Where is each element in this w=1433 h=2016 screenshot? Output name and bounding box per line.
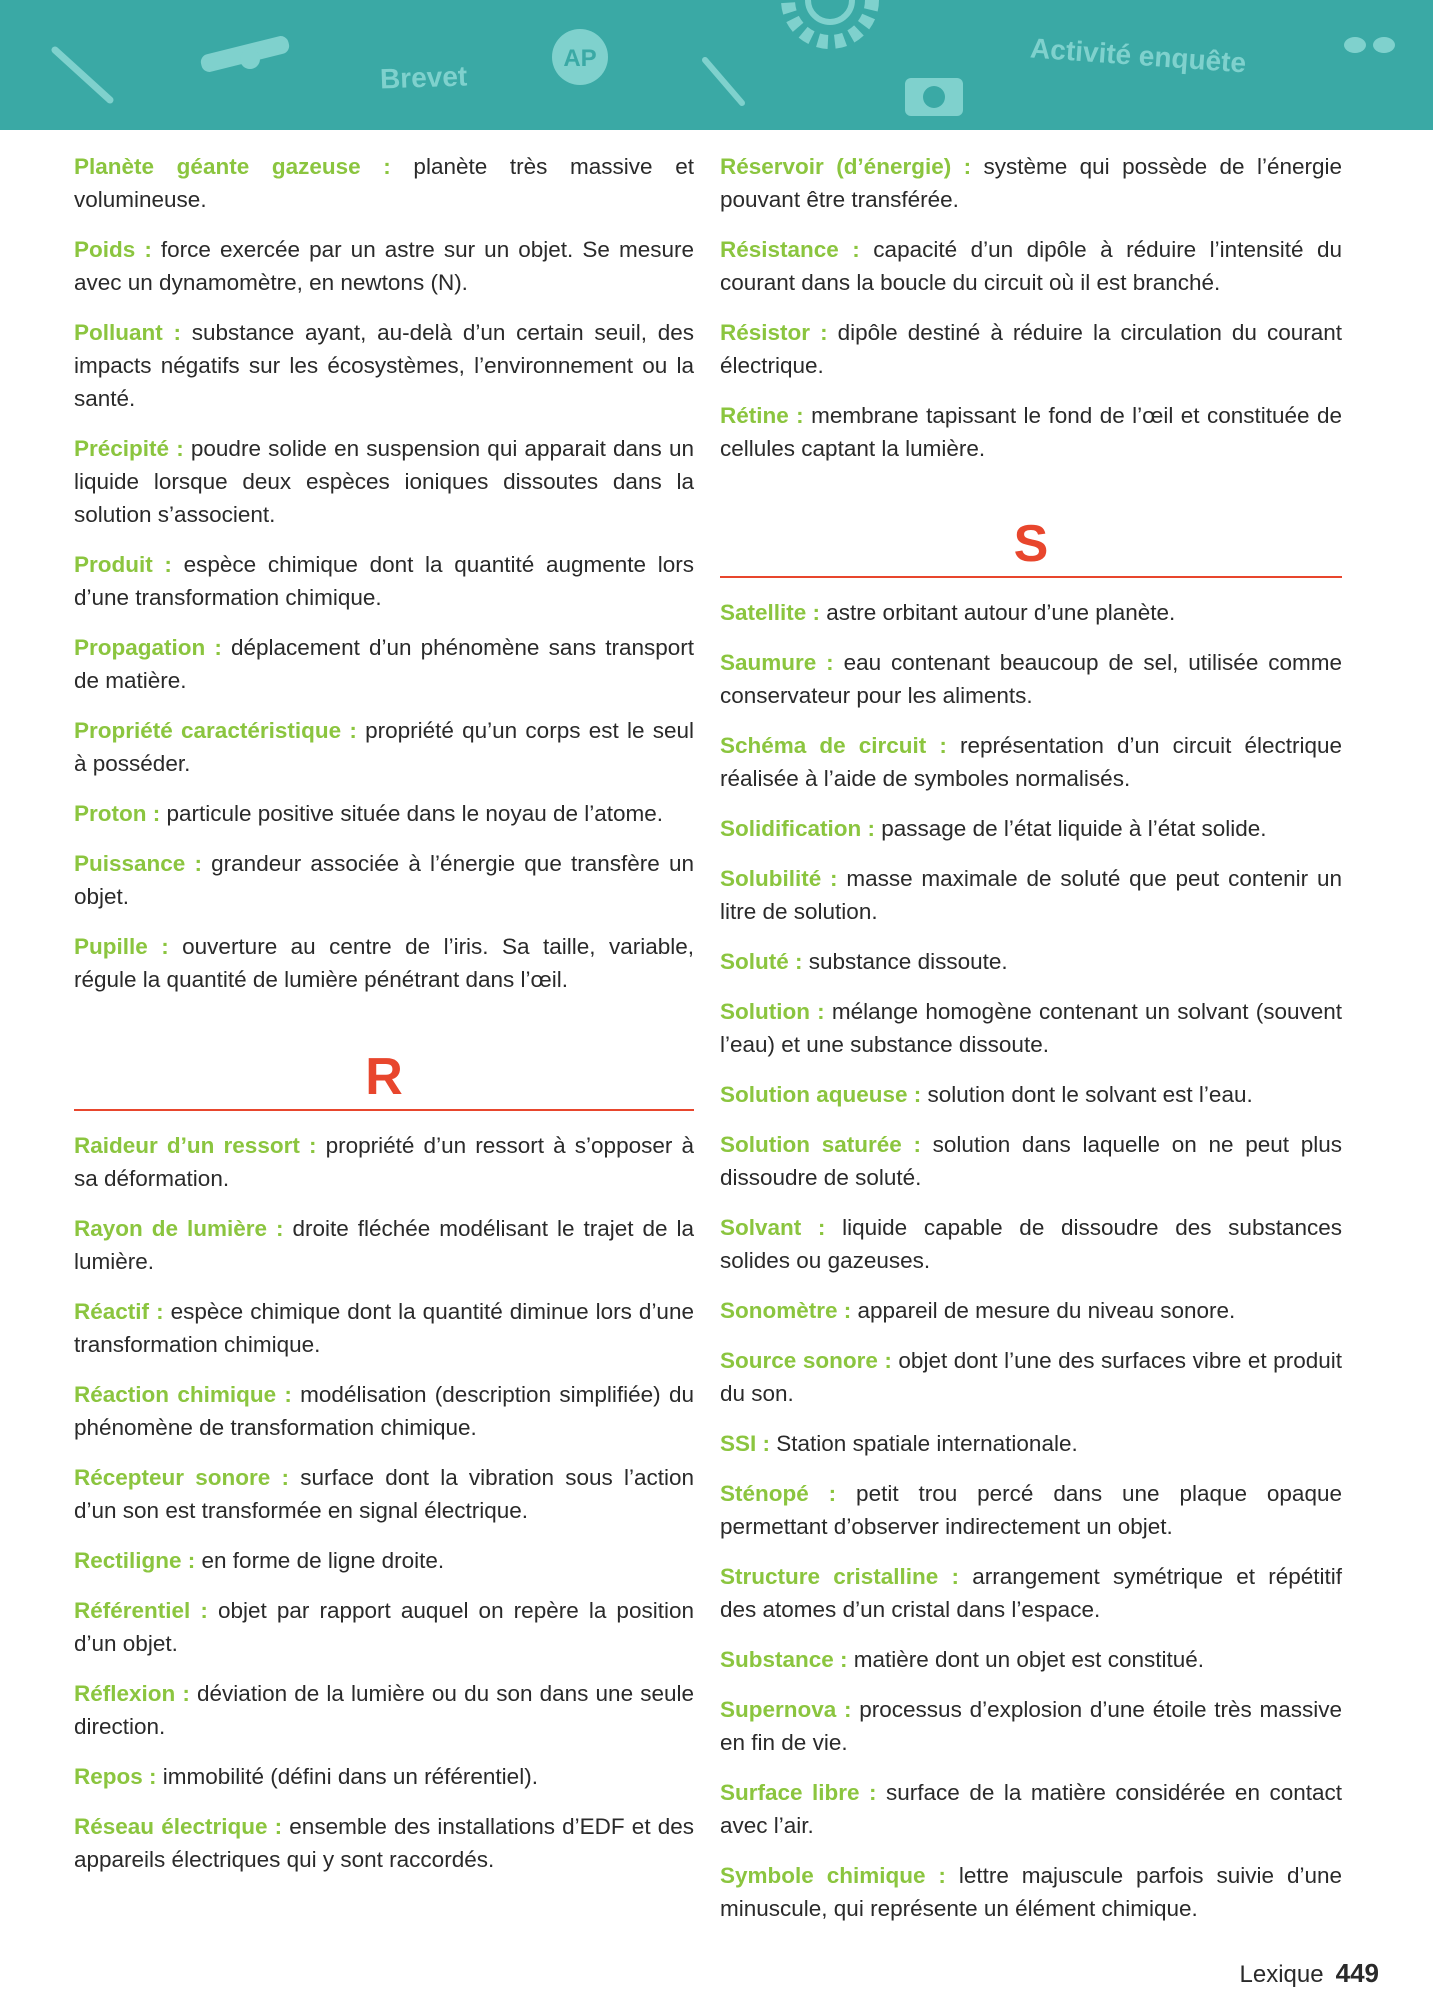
glossary-term: Réservoir (d’énergie) : (720, 154, 972, 179)
glossary-term: Planète géante gazeuse : (74, 154, 391, 179)
glossary-term: Solubilité : (720, 866, 838, 891)
glossary-entry (74, 1212, 694, 1278)
glossary-definition: poudre solide en suspension qui apparait dans un liquide lorsque deux espèces ioniques dissoutes dans la solution s’associent. (74, 436, 694, 527)
glossary-definition: objet dont l’une des surfaces vibre et produit du son. (720, 1348, 1342, 1406)
glossary-definition: substance ayant, au-delà d’un certain seuil, des impacts négatifs sur les écosystèmes, l’environnement ou la santé. (74, 320, 694, 411)
glossary-term: Schéma de circuit : (720, 733, 947, 758)
glossary-term: Satellite : (720, 600, 821, 625)
glossary-entry (720, 316, 1342, 382)
glossary-definition: solution dont le solvant est l’eau. (921, 1082, 1253, 1107)
diploma-icon (190, 25, 310, 85)
glossary-entry (720, 596, 1342, 629)
glossary-definition: espèce chimique dont la quantité diminue lors d’une transformation chimique. (74, 1299, 694, 1357)
glossary-entry (74, 847, 694, 913)
glossary-term: Rectiligne : (74, 1548, 196, 1573)
glossary-definition: propriété qu’un corps est le seul à posséder. (74, 718, 694, 776)
glossary-entry (74, 1594, 694, 1660)
glossary-term: Symbole chimique : (720, 1863, 946, 1888)
page-footer (1240, 1958, 1379, 1989)
glossary-term: Repos : (74, 1764, 157, 1789)
glossary-definition: propriété d’un ressort à s’opposer à sa déformation. (74, 1133, 694, 1191)
glossary-definition: eau contenant beaucoup de sel, utilisée comme conservateur pour les aliments. (720, 650, 1342, 708)
glossary-entry (74, 1810, 694, 1876)
glossary-term: Réflexion : (74, 1681, 190, 1706)
glossary-definition: planète très massive et volumineuse. (74, 154, 694, 212)
glossary-definition: en forme de ligne droite. (195, 1548, 445, 1573)
glossary-definition: Station spatiale internationale. (770, 1431, 1078, 1456)
glossary-entry (74, 150, 694, 216)
glossary-entry (720, 1427, 1342, 1460)
glossary-entry (74, 432, 694, 531)
glossary-term: Soluté : (720, 949, 803, 974)
glossary-entry (74, 1677, 694, 1743)
glossary-entry (720, 1560, 1342, 1626)
glossary-term: Produit : (74, 552, 172, 577)
glossary-entry (74, 930, 694, 996)
glossary-term: Rayon de lumière : (74, 1216, 284, 1241)
glossary-definition: modélisation (description simplifiée) du phénomène de transformation chimique. (74, 1382, 694, 1440)
glossary-entry (720, 233, 1342, 299)
glossary-definition: grandeur associée à l’énergie que transfère un objet. (74, 851, 694, 909)
glossary-term: Sténopé : (720, 1481, 837, 1506)
glossary-entry (74, 1129, 694, 1195)
glossary-definition: astre orbitant autour d’une planète. (820, 600, 1176, 625)
glossary-entry (720, 1128, 1342, 1194)
glossary-entry (74, 548, 694, 614)
glossary-entry (720, 812, 1342, 845)
glossary-entry (74, 631, 694, 697)
ap-badge-label: AP (563, 45, 597, 72)
glossary-definition: ensemble des installations d’EDF et des appareils électriques qui y sont raccordés. (74, 1814, 694, 1872)
glossary-entry (74, 797, 694, 830)
glossary-term: Propagation : (74, 635, 222, 660)
footer-label: Lexique (1239, 1961, 1324, 1988)
glossary-entry (720, 729, 1342, 795)
letter-heading-r: R (74, 1047, 694, 1111)
glossary-term: Solvant : (720, 1215, 826, 1240)
glossary-entry (720, 1643, 1342, 1676)
glossary-entry (720, 1078, 1342, 1111)
glossary-definition: surface dont la vibration sous l’action d’un son est transformée en signal électrique. (74, 1465, 694, 1523)
camera-icon (900, 68, 970, 123)
right-column (720, 150, 1342, 1942)
glossary-entry (720, 1776, 1342, 1842)
glossary-term: Substance : (720, 1647, 848, 1672)
glossary-entry (720, 646, 1342, 712)
glossary-entry (720, 1477, 1342, 1543)
glossary-definition: système qui possède de l’énergie pouvant être transférée. (720, 154, 1343, 212)
glossary-entry (720, 1693, 1342, 1759)
glossary-term: Raideur d’un ressort : (74, 1133, 317, 1158)
glossary-term: Structure cristalline : (720, 1564, 959, 1589)
glossary-definition: dipôle destiné à réduire la circulation du courant électrique. (720, 320, 1342, 378)
glossary-entry (720, 862, 1342, 928)
page-number: 449 (1335, 1958, 1379, 1988)
glossary-definition: droite fléchée modélisant le trajet de la lumière. (74, 1216, 694, 1274)
glossary-term: Résistor : (720, 320, 828, 345)
glossary-entry (74, 1760, 694, 1793)
glasses-icon (1340, 30, 1400, 60)
glossary-definition: petit trou percé dans une plaque opaque permettant d’observer indirectement un objet. (720, 1481, 1342, 1539)
glossary-entry (74, 714, 694, 780)
glossary-term: Solution saturée : (720, 1132, 921, 1157)
glossary-definition: appareil de mesure du niveau sonore. (851, 1298, 1236, 1323)
glossary-term: Surface libre : (720, 1780, 877, 1805)
r-entries (74, 1129, 694, 1876)
glossary-term: Polluant : (74, 320, 181, 345)
glossary-term: Saumure : (720, 650, 834, 675)
glossary-entry (74, 316, 694, 415)
glossary-term: Précipité : (74, 436, 184, 461)
glossary-term: Supernova : (720, 1697, 852, 1722)
glossary-term: SSI : (720, 1431, 771, 1456)
glossary-term: Source sonore : (720, 1348, 892, 1373)
glossary-entry (74, 1378, 694, 1444)
glossary-definition: processus d’explosion d’une étoile très massive en fin de vie. (720, 1697, 1343, 1755)
glossary-definition: matière dont un objet est constitué. (847, 1647, 1204, 1672)
glossary-term: Réactif : (74, 1299, 164, 1324)
letter-heading-s: S (720, 514, 1342, 578)
glossary-entry (720, 150, 1342, 216)
glossary-entry (720, 1294, 1342, 1327)
glossary-term: Sonomètre : (720, 1298, 852, 1323)
glossary-term: Propriété caractéristique : (74, 718, 357, 743)
glossary-definition: masse maximale de soluté que peut contenir un litre de solution. (720, 866, 1342, 924)
glossary-term: Rétine : (720, 403, 804, 428)
glossary-entry (720, 1344, 1342, 1410)
glossary-definition: substance dissoute. (802, 949, 1008, 974)
banner-enquete-label: Activité enquête (1029, 32, 1248, 79)
glossary-term: Pupille : (74, 934, 169, 959)
glossary-definition: force exercée par un astre sur un objet. Se mesure avec un dynamomètre, en newtons (N). (74, 237, 694, 295)
glossary-term: Résistance : (720, 237, 860, 262)
glossary-definition: arrangement symétrique et répétitif des atomes d’un cristal dans l’espace. (720, 1564, 1342, 1622)
glossary-definition: déplacement d’un phénomène sans transport de matière. (74, 635, 694, 693)
glossary-definition: capacité d’un dipôle à réduire l’intensité du courant dans la boucle du circuit où il est branché. (720, 237, 1342, 295)
glossary-term: Solution : (720, 999, 825, 1024)
glossary-definition: immobilité (défini dans un référentiel). (156, 1764, 538, 1789)
gear-icon (770, 0, 890, 60)
glossary-entry (720, 995, 1342, 1061)
glossary-term: Poids : (74, 237, 152, 262)
pencil-icon (700, 55, 750, 110)
glossary-entry (74, 1461, 694, 1527)
glossary-term: Référentiel : (74, 1598, 208, 1623)
glossary-entry (720, 1859, 1342, 1925)
glossary-term: Proton : (74, 801, 161, 826)
glossary-entry (720, 399, 1342, 465)
ap-badge-icon (545, 22, 615, 92)
glossary-term: Solution aqueuse : (720, 1082, 922, 1107)
glossary-definition: déviation de la lumière ou du son dans une seule direction. (74, 1681, 694, 1739)
glossary-definition: particule positive située dans le noyau de l’atome. (160, 801, 664, 826)
s-entries (720, 596, 1342, 1925)
glossary-term: Solidification : (720, 816, 875, 841)
glossary-entry (720, 1211, 1342, 1277)
glossary-entry (74, 1295, 694, 1361)
top-banner (0, 0, 1433, 130)
glossary-term: Puissance : (74, 851, 202, 876)
p-entries (74, 150, 694, 996)
left-column (74, 150, 694, 1893)
glossary-term: Récepteur sonore : (74, 1465, 289, 1490)
glossary-definition: membrane tapissant le fond de l’œil et constituée de cellules captant la lumière. (720, 403, 1342, 461)
r-entries-continued (720, 150, 1342, 465)
glossary-definition: représentation d’un circuit électrique réalisée à l’aide de symboles normalisés. (720, 733, 1343, 791)
glossary-entry (720, 945, 1342, 978)
glossary-definition: espèce chimique dont la quantité augmente lors d’une transformation chimique. (74, 552, 695, 610)
glossary-term: Réaction chimique : (74, 1382, 292, 1407)
glossary-definition: solution dans laquelle on ne peut plus dissoudre de soluté. (720, 1132, 1342, 1190)
banner-brevet-label: Brevet (379, 60, 468, 95)
glossary-entry (74, 233, 694, 299)
pencil-icon (50, 45, 120, 105)
glossary-definition: mélange homogène contenant un solvant (souvent l’eau) et une substance dissoute. (720, 999, 1342, 1057)
glossary-definition: lettre majuscule parfois suivie d’une minuscule, qui représente un élément chimique. (720, 1863, 1342, 1921)
glossary-definition: surface de la matière considérée en contact avec l’air. (720, 1780, 1342, 1838)
glossary-definition: objet par rapport auquel on repère la position d’un objet. (74, 1598, 694, 1656)
glossary-term: Réseau électrique : (74, 1814, 283, 1839)
glossary-definition: liquide capable de dissoudre des substances solides ou gazeuses. (720, 1215, 1342, 1273)
glossary-entry (74, 1544, 694, 1577)
glossary-definition: ouverture au centre de l’iris. Sa taille, variable, régule la quantité de lumière pénétrant dans l’œil. (74, 934, 694, 992)
glossary-definition: passage de l’état liquide à l’état solide. (875, 816, 1267, 841)
